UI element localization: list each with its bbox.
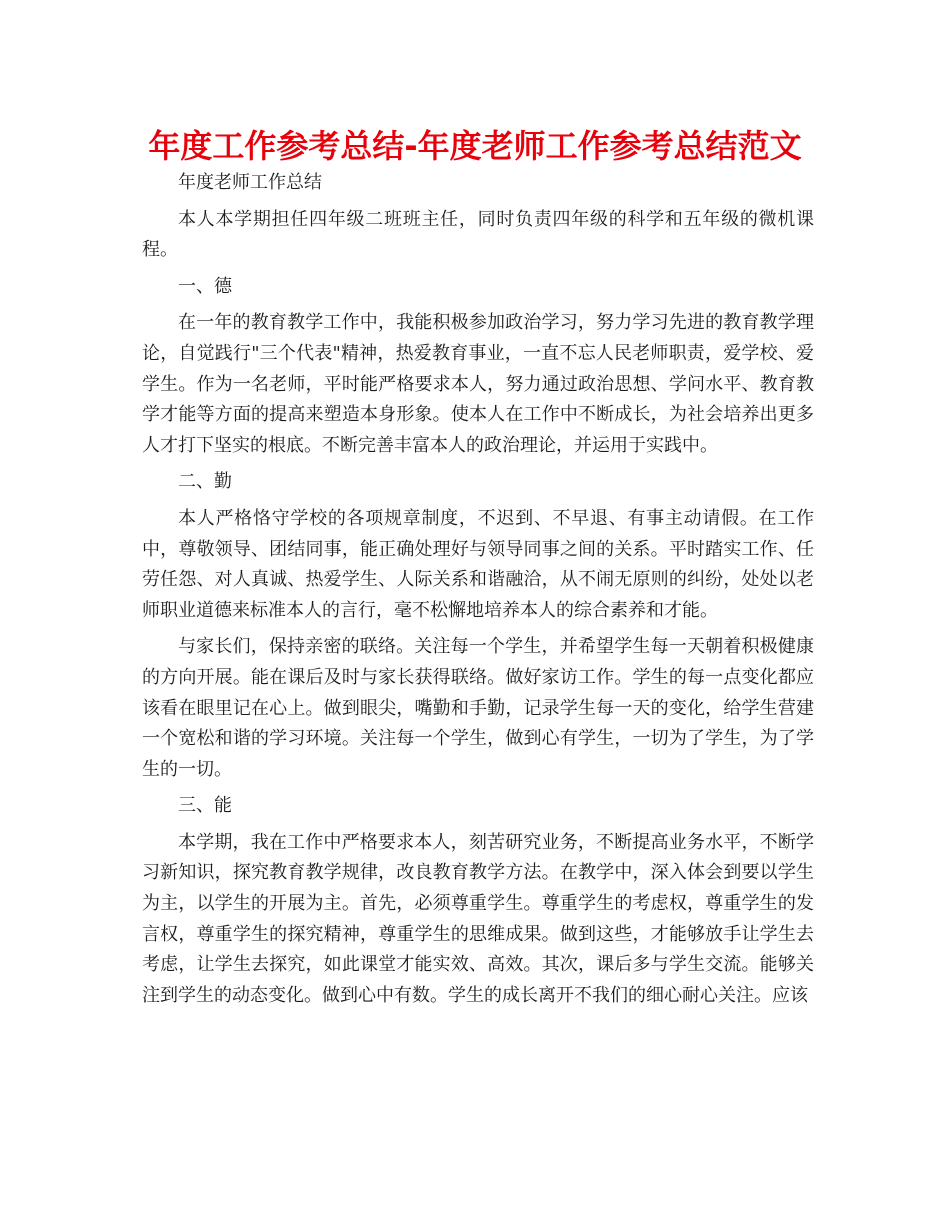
section-heading-virtue: 一、德 [178,275,232,297]
section-heading-diligence: 二、勤 [178,471,232,493]
document-subtitle: 年度老师工作总结 [178,172,322,193]
section-diligence-paragraph-2: 与家长们，保持亲密的联络。关注每一个学生，并希望学生每一天朝着积极健康的方向开展。能在课后及时与家长获得联络。做好家访工作。学生的每一点变化都应该看在眼里记在心上。做到眼尖，嘴勤和手勤，记录学生每一天的变化，给学生营建一个宽松和谐的学习环境。关注每一个学生，做到心有学生，一切为了学生，为了学生的一切。 [142,636,814,780]
section-diligence-paragraph-1: 本人严格恪守学校的各项规章制度，不迟到、不早退、有事主动请假。在工作中，尊敬领导、团结同事，能正确处理好与领导同事之间的关系。平时踏实工作、任劳任怨、对人真诚、热爱学生、人际关系和谐融洽，从不闹无原则的纠纷，处处以老师职业道德来标准本人的言行，毫不松懈地培养本人的综合素养和才能。 [142,507,814,621]
document-title: 年度工作参考总结-年度老师工作参考总结范文 [148,127,802,165]
document-body [142,168,814,1017]
section-ability-paragraph: 本学期，我在工作中严格要求本人，刻苦研究业务，不断提高业务水平，不断学习新知识，探究教育教学规律，改良教育教学方法。在教学中，深入体会到要以学生为主，以学生的开展为主。首先，必须尊重学生。尊重学生的考虑权，尊重学生的发言权，尊重学生的探究精神，尊重学生的思维成果。做到这些，才能够放手让学生去考虑，让学生去探究，如此课堂才能实效、高效。其次，课后多与学生交流。能够关注到学生的动态变化。做到心中有数。学生的成长离开不我们的细心耐心关注。应该 [142,831,814,1006]
intro-paragraph: 本人本学期担任四年级二班班主任，同时负责四年级的科学和五年级的微机课程。 [142,208,814,261]
section-virtue-paragraph: 在一年的教育教学工作中，我能积极参加政治学习，努力学习先进的教育教学理论，自觉践行"三个代表"精神，热爱教育事业，一直不忘人民老师职责，爱学校、爱学生。作为一名老师，平时能严格要求本人，努力通过政治思想、学问水平、教育教学才能等方面的提高来塑造本身形象。使本人在工作中不断成长，为社会培养出更多人才打下坚实的根底。不断完善丰富本人的政治理论，并运用于实践中。 [142,312,814,456]
section-heading-ability: 三、能 [178,795,232,817]
